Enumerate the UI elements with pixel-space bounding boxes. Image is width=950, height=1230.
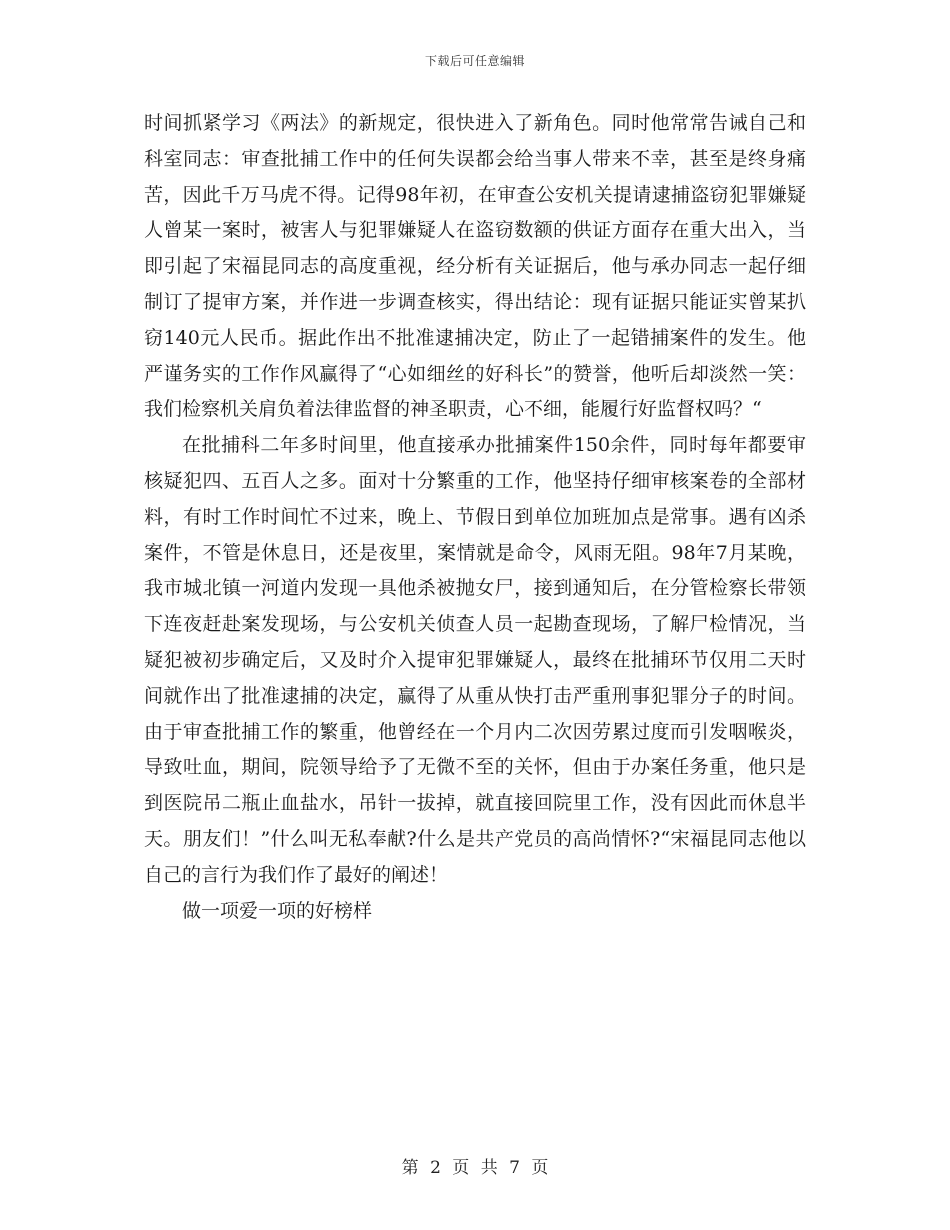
section-heading: 做一项爱一项的好榜样	[182, 899, 373, 922]
paragraph-2: 在批捕科二年多时间里，他直接承办批捕案件150余件，同时每年都要审核疑犯四、五百人之多。面对十分繁重的工作，他坚持仔细审核案卷的全部材料，有时工作时间忙不过来，晚上、节假日到单位加班加点是常事。遇有凶杀案件，不管是休息日，还是夜里，案情就是命令，风雨无阻。98年7月某晚，我市城北镇一河道内发现一具他杀被抛女尸，接到通知后，在分管检察长带领下连夜赶赴案发现场，与公安机关侦查人员一起勘查现场，了解尸检情况，当疑犯被初步确定后，又及时介入提审犯罪嫌疑人，最终在批捕环节仅用二天时间就作出了批准逮捕的决定，赢得了从重从快打击严重刑事犯罪分子的时间。由于审查批捕工作的繁重，他曾经在一个月内二次因劳累过度而引发咽喉炎，导致吐血，期间，院领导给予了无微不至的关怀，但由于办案任务重，他只是到医院吊二瓶止血盐水，吊针一拔掉，就直接回院里工作，没有因此而休息半天。朋友们！”什么叫无私奉献?什么是共产党员的高尚情怀?“宋福昆同志他以自己的言行为我们作了最好的阐述！	[144, 434, 806, 886]
document-body	[144, 106, 806, 929]
page-header: 下载后可任意编辑	[424, 54, 525, 68]
paragraph-1: 时间抓紧学习《两法》的新规定，很快进入了新角色。同时他常常告诫自己和科室同志：审查批捕工作中的任何失误都会给当事人带来不幸，甚至是终身痛苦，因此千万马虎不得。记得98年初，在审查公安机关提请逮捕盗窃犯罪嫌疑人曾某一案时，被害人与犯罪嫌疑人在盗窃数额的供证方面存在重大出入，当即引起了宋福昆同志的高度重视，经分析有关证据后，他与承办同志一起仔细制订了提审方案，并作进一步调查核实，得出结论：现有证据只能证实曾某扒窃140元人民币。据此作出不批准逮捕决定，防止了一起错捕案件的发生。他严谨务实的工作作风赢得了“心如细丝的好科长”的赞誉，他听后却淡然一笑：我们检察机关肩负着法律监督的神圣职责，心不细，能履行好监督权吗？“	[144, 112, 806, 421]
page-footer: 第 2 页 共 7 页	[401, 1158, 549, 1178]
